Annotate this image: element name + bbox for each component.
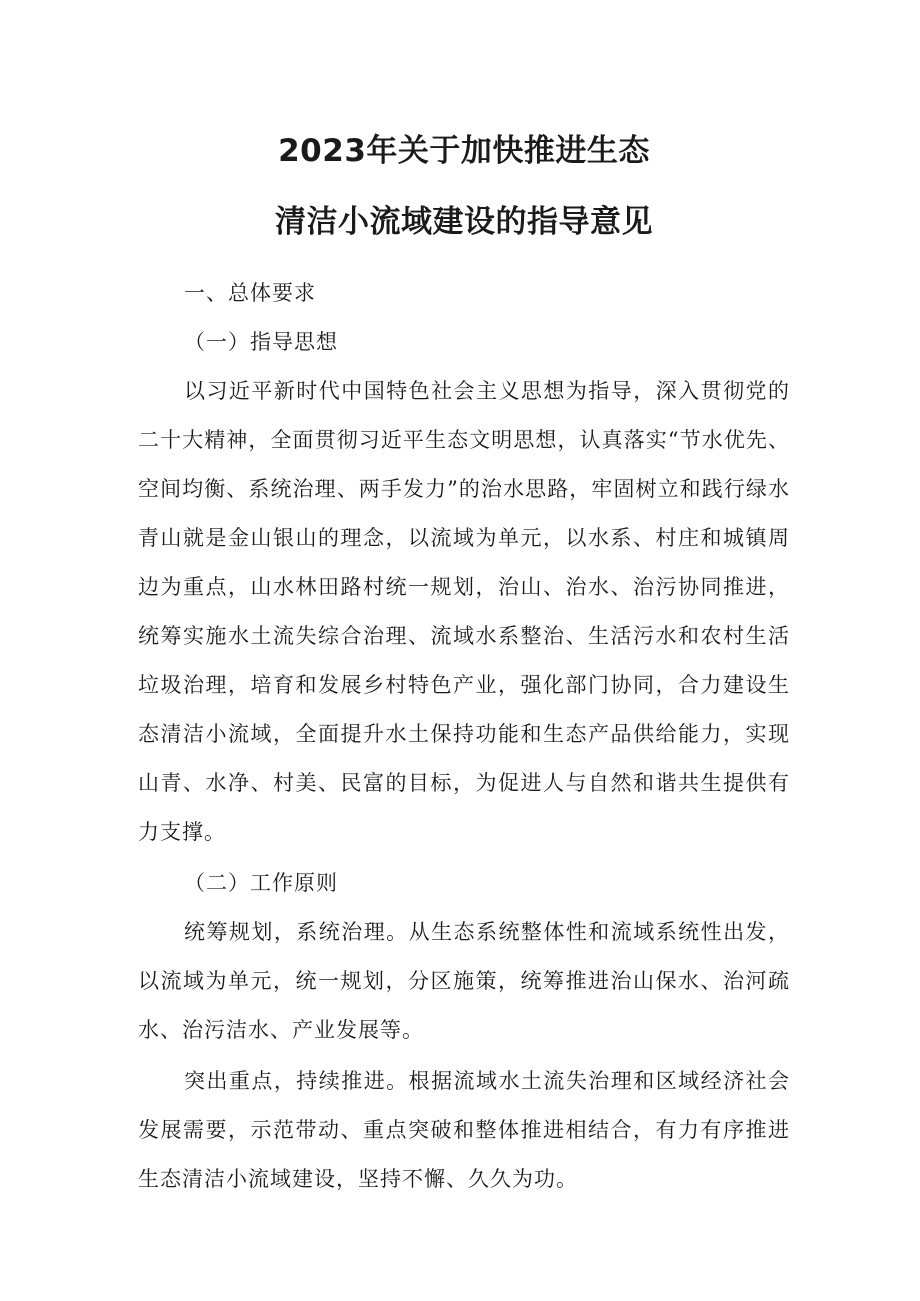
document-title-line-1: 2023年关于加快推进生态	[278, 133, 650, 169]
paragraph-principle-overall-planning: 统筹规划，系统治理。从生态系统整体性和流域系统性出发，以流域为单元，统一规划，分区施策，统筹推进治山保水、治河疏水、治污洁水、产业发展等。	[138, 920, 790, 1042]
paragraph-principle-key-focus: 突出重点，持续推进。根据流域水土流失治理和区域经济社会发展需要，示范带动、重点突破和整体推进相结合，有力有序推进生态清洁小流域建设，坚持不懈、久久为功。	[138, 1069, 790, 1191]
section-heading-general-requirements: 一、总体要求	[184, 281, 316, 305]
paragraph-guiding-ideology: 以习近平新时代中国特色社会主义思想为指导，深入贯彻党的二十大精神，全面贯彻习近平生态文明思想，认真落实“节水优先、空间均衡、系统治理、两手发力”的治水思路，牢固树立和践行绿水青山就是金山银山的理念，以流域为单元，以水系、村庄和城镇周边为重点，山水林田路村统一规划，治山、治水、治污协同推进，统筹实施水土流失综合治理、流域水系整治、生活污水和农村生活垃圾治理，培育和发展乡村特色产业，强化部门协同，合力建设生态清洁小流域，全面提升水土保持功能和生态产品供给能力，实现山青、水净、村美、民富的目标，为促进人与自然和谐共生提供有力支撑。	[138, 379, 790, 844]
document-title-line-2: 清洁小流域建设的指导意见	[275, 204, 653, 240]
document-page	[138, 120, 790, 1204]
subsection-heading-working-principles: （二）工作原则	[184, 871, 338, 895]
subsection-heading-guiding-ideology: （一）指导思想	[184, 330, 338, 354]
